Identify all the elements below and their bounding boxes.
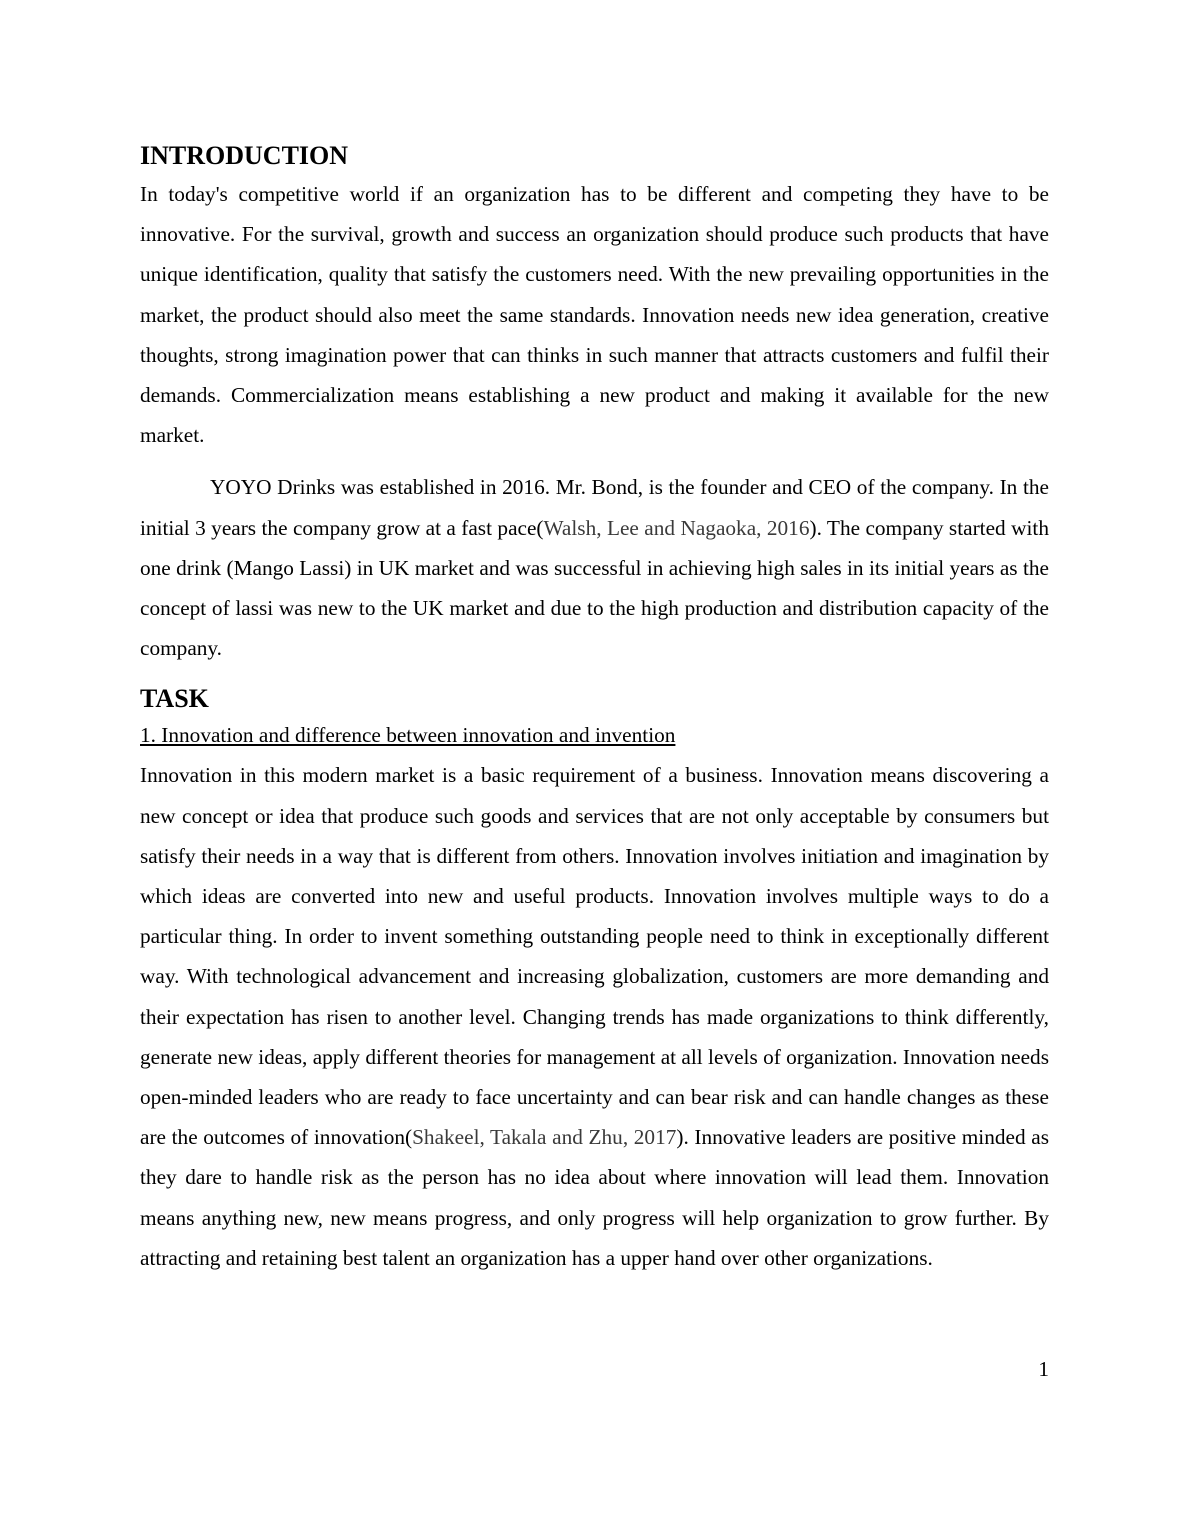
intro-paragraph-2: [140, 467, 1049, 668]
intro-p2-text-a: YOYO Drinks was established in 2016. Mr. Bond, is the founder and CEO of the company. In the initial 3 years the company grow at a fast pace(: [140, 475, 1049, 540]
introduction-heading: INTRODUCTION: [140, 141, 349, 170]
task-text-b: ). Innovative leaders are positive minded as they dare to handle risk as the person has no idea about where innovation will lead them. Innovation means anything new, new means progress, and only progress will help organization to grow further. By attracting and retaining best talent an organization has a upper hand over other organizations.: [140, 1125, 1049, 1270]
intro-p2-text-b: ). The company started with one drink (Mango Lassi) in UK market and was successful in achieving high sales in its initial years as the concept of lassi was new to the UK market and due to the high production and distribution capacity of the company.: [140, 515, 1049, 661]
page-number: 1: [1038, 1357, 1049, 1382]
task-paragraph: [140, 755, 1049, 1278]
citation-walsh: Walsh, Lee and Nagaoka, 2016: [543, 515, 810, 540]
task-heading: TASK: [140, 684, 209, 714]
document-page: [140, 138, 1049, 1382]
intro-paragraph-1: In today's competitive world if an organization has to be different and competing they have to be innovative. For the survival, growth and success an organization should produce such products that have unique identification, quality that satisfy the customers need. With the new prevailing opportunities in the market, the product should also meet the same standards. Innovation needs new idea generation, creative thoughts, strong imagination power that can thinks in such manner that attracts customers and fulfil their demands. Commercialization means establishing a new product and making it available for the new market.: [140, 182, 1049, 448]
citation-shakeel: Shakeel, Takala and Zhu, 2017: [412, 1125, 677, 1150]
task-text-a: Innovation in this modern market is a basic requirement of a business. Innovation means discovering a new concept or idea that produce such goods and services that are not only acceptable by consumers but satisfy their needs in a way that is different from others. Innovation involves initiation and imagination by which ideas are converted into new and useful products. Innovation involves multiple ways to do a particular thing. In order to invent something outstanding people need to think in exceptionally different way. With technological advancement and increasing globalization, customers are more demanding and their expectation has risen to another level. Changing trends has made organizations to think differently, generate new ideas, apply different theories for management at all levels of organization. Innovation needs open-minded leaders who are ready to face uncertainty and can bear risk and can handle changes as these are the outcomes of innovation(: [140, 763, 1049, 1150]
task-subheading: 1. Innovation and difference between innovation and invention: [140, 723, 676, 748]
